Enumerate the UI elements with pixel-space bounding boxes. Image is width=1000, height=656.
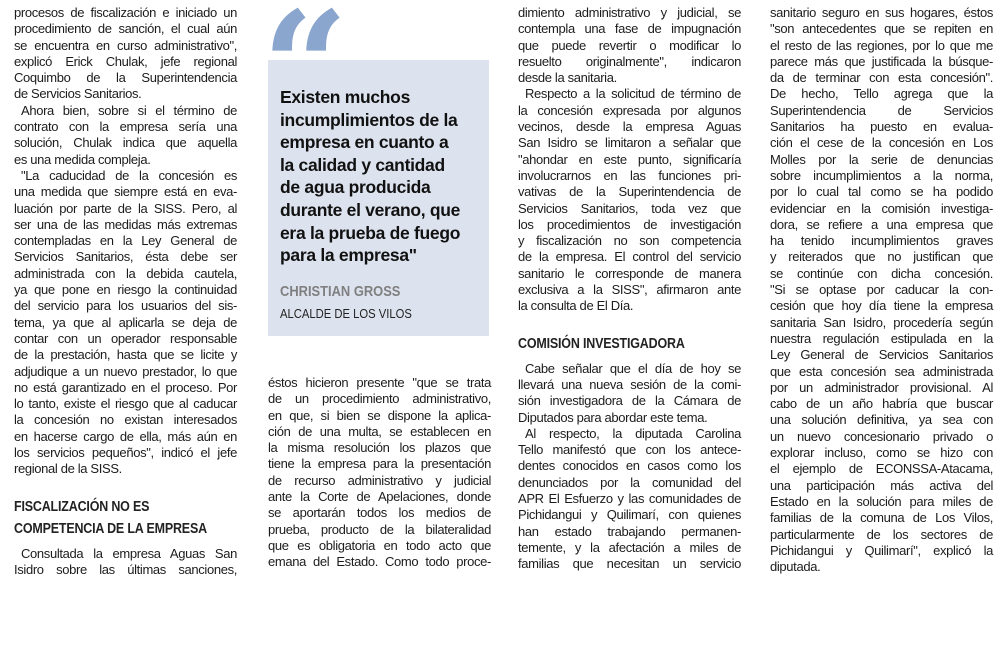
text-line: Servicios Sanitarios, ésta debe ser [14, 249, 237, 265]
text-line: Servicios Sanitarios, toda vez que [518, 200, 741, 216]
text-line: en hacerse cargo de ella, más aún en [14, 428, 237, 444]
text-line: solución, Chulak indica que aquella [14, 135, 237, 151]
text-line: por lo cual tal como se ha podido [770, 184, 993, 200]
text-line: Ahora bien, sobre si el término de [21, 102, 237, 118]
pull-quote-line: durante el verano, que [280, 199, 461, 220]
paragraph [518, 361, 741, 426]
text-line: de recurso administrativo y judicial [268, 472, 491, 488]
text-line: "Si se optase por caducar la con- [770, 282, 993, 298]
paragraph [268, 375, 491, 571]
text-line: en que, si bien se dispone la aplica- [268, 407, 491, 423]
text-line: parece más que justificada la búsque- [770, 53, 993, 69]
text-line: un nuevo concesionario privado o [770, 428, 993, 444]
pull-quote-author: CHRISTIAN GROSS [280, 283, 401, 300]
pull-quote-line: era la prueba de fuego [280, 222, 461, 243]
text-line: sanitario seguro en sus hogares, éstos [770, 5, 993, 20]
text-line: que puede revertir o modificar lo [518, 37, 741, 53]
text-line: emana del Estado. Como todo proce- [268, 554, 491, 570]
paragraph [770, 5, 993, 575]
text-line: ción el cese de la concesión en Los [770, 135, 993, 151]
text-line: el ejemplo de ECONSSA-Atacama, [770, 461, 993, 477]
text-line: y fiscalización no son competencia [518, 233, 741, 249]
text-line: contrato con la empresa sería una [14, 119, 237, 135]
text-line: Pichidangui y Quilimarí", explicó la [770, 542, 993, 558]
text-line: la concesión no existan interesados [14, 412, 237, 428]
pull-quote-line: para la empresa" [280, 245, 417, 266]
text-line: se encuentra en curso administrativo", [14, 37, 237, 53]
pull-quote-line: empresa en cuanto a [280, 132, 449, 153]
article-column-3 [518, 5, 741, 573]
section-heading-line: COMPETENCIA DE LA EMPRESA [14, 520, 207, 537]
section-heading-line: FISCALIZACIÓN NO ES [14, 498, 150, 515]
text-line: contar con un operador responsable [14, 330, 237, 346]
text-line: explorar incluso, como se hizo con [770, 445, 993, 461]
text-line: que esta concesión sea administrada [770, 363, 993, 379]
text-line: Al respecto, la diputada Carolina [525, 425, 741, 441]
text-line: Consultada la empresa Aguas San [21, 545, 237, 561]
text-line: dentes conocidos en casos como los [518, 458, 741, 474]
text-line: sanitaria San Isidro, procedería según [770, 314, 993, 330]
text-line: los procedimientos de investigación [518, 216, 741, 232]
text-line: involucrarnos en las funciones pri- [518, 167, 741, 183]
text-line: la concesión expresada por algunos [518, 102, 741, 118]
text-line: el resto de las regiones, por lo que me [770, 37, 993, 53]
text-line: vecinos, desde la empresa Aguas [518, 119, 741, 135]
pull-quote-line: incumplimientos de la [280, 109, 458, 130]
text-line: Tello manifestó que con los antece- [518, 442, 741, 458]
text-line: han estado trabajando permanen- [518, 523, 741, 539]
text-line: evidenciar en la comisión investiga- [770, 200, 993, 216]
paragraph [14, 168, 237, 478]
text-line: de un procedimiento administrativo, [268, 391, 491, 407]
text-line: luación por parte de la SISS. Pero, al [14, 200, 237, 216]
text-line: los servicios pequeños", indicó el jefe [14, 445, 237, 461]
text-line: Cabe señalar que el día de hoy se [525, 360, 741, 376]
text-line: Sanitarios ha puesto en evalua- [770, 119, 993, 135]
text-line: vativas de la Superintendencia de [518, 184, 741, 200]
article-column-2 [268, 375, 491, 571]
text-line: "La caducidad de la concesión es [21, 167, 237, 183]
text-line: Respecto a la solicitud de término de [525, 86, 741, 102]
text-line: resuelto originalmente", indicaron [518, 53, 741, 69]
paragraph [518, 426, 741, 573]
text-line: Coquimbo de la Superintendencia [14, 70, 237, 86]
text-line: la consulta de El Día. [518, 298, 634, 314]
article-column-1 [14, 5, 237, 578]
text-line: una solución definitiva, ya sea con [770, 412, 993, 428]
text-line: explicó Erick Chulak, jefe regional [14, 53, 237, 69]
paragraph [518, 5, 741, 86]
text-line: la misma resolución los plazos que [268, 440, 491, 456]
text-line: San Isidro se limitaron a señalar que [518, 135, 741, 151]
text-line: procesos de fiscalización e iniciado un [14, 5, 237, 20]
text-line: denunciados por la comunidad del [518, 474, 741, 490]
text-line: de Servicios Sanitarios. [14, 86, 142, 102]
text-line: por un administrador provisional. Al [770, 379, 993, 395]
text-line: particularmente de los sectores de [770, 526, 993, 542]
text-line: contempla una fase de impugnación [518, 21, 741, 37]
text-line: familias que necesitan un servicio [518, 556, 741, 572]
text-line: Pichidangui y Quilimarí, con quienes [518, 507, 741, 523]
pull-quote-text [280, 86, 485, 267]
section-heading [14, 496, 237, 540]
text-line: sanitario le corresponde de manera [518, 265, 741, 281]
text-line: Superintendencia de Servicios [770, 102, 993, 118]
text-line: cabo de un año habría que buscar [770, 396, 993, 412]
text-line: Diputados para abordar este tema. [518, 409, 708, 425]
text-line: Ley General de Servicios Sanitarios [770, 347, 993, 363]
text-line: de la prestación, hasta que se licite y [14, 347, 237, 363]
text-line: ya que pone en riesgo la continuidad [14, 282, 237, 298]
text-line: tiene la empresa para la presentación [268, 456, 491, 472]
pull-quote-author-role: ALCALDE DE LOS VILOS [280, 307, 412, 321]
text-line: no está garantizado en el proceso. Por [14, 379, 237, 395]
text-line: exclusiva a la SISS", afirmaron ante [518, 282, 741, 298]
pull-quote-line: Existen muchos [280, 87, 411, 107]
text-line: temente, y la afectación a miles de [518, 539, 741, 555]
text-line: ción de una multa, se establecen en [268, 423, 491, 439]
text-line: familias de la comuna de Los Vilos, [770, 510, 993, 526]
text-line: ser una de las medidas más extremas [14, 216, 237, 232]
paragraph [518, 86, 741, 314]
text-line: éstos hicieron presente "que se trata [268, 375, 491, 390]
quote-mark-icon [262, 0, 340, 72]
text-line: dora, se refiere a una empresa que [770, 216, 993, 232]
text-line: adjudique a un nuevo prestador, lo que [14, 363, 237, 379]
text-line: y reiterados que no justifican que [770, 249, 993, 265]
text-line: sión investigadora de la Cámara de [518, 393, 741, 409]
text-line: Isidro sobre las últimas sanciones, [14, 561, 237, 577]
text-line: del servicio para los usuarios del sis- [14, 298, 237, 314]
text-line: administrada con la debida cautela, [14, 265, 237, 281]
text-line: que es obligatoria en todo acto que [268, 537, 491, 553]
text-line: da de terminar con esta concesión". [770, 70, 993, 86]
text-line: una medida que siempre está en eva- [14, 184, 237, 200]
text-line: procedimiento de sanción, el cual aún [14, 21, 237, 37]
text-line: Molles por la serie de denuncias [770, 151, 993, 167]
text-line: diputada. [770, 559, 821, 575]
text-line: es una medida compleja. [14, 151, 151, 167]
text-line: desde la sanitaria. [518, 70, 617, 86]
text-line: nuestra regulación estipulada en la [770, 330, 993, 346]
paragraph [14, 546, 237, 579]
text-line: regional de la SISS. [14, 461, 122, 477]
text-line: Estado en la solución para miles de [770, 493, 993, 509]
text-line: lo tanto, existe el riesgo que al caducar [14, 396, 237, 412]
text-line: se continúe con dicha concesión. [770, 265, 993, 281]
paragraph [14, 103, 237, 168]
text-line: dimiento administrativo y judicial, se [518, 5, 741, 20]
section-heading [518, 333, 741, 355]
text-line: una participación más activa del [770, 477, 993, 493]
article-column-4 [770, 5, 993, 575]
text-line: prueba, producto de la bilateralidad [268, 521, 491, 537]
text-line: ha tenido incumplimientos graves [770, 233, 993, 249]
text-line: llevará una nueva sesión de la comi- [518, 376, 741, 392]
pull-quote-line: de agua producida [280, 177, 431, 198]
text-line: De hecho, Tello agrega que la [770, 86, 993, 102]
text-line: tema, ya que al aplicarla se deja de [14, 314, 237, 330]
pull-quote-line: la calidad y cantidad [280, 154, 445, 175]
paragraph [14, 5, 237, 103]
text-line: contempladas en la Ley General de [14, 233, 237, 249]
text-line: se aportarán todos los medios de [268, 505, 491, 521]
text-line: ante la Corte de Apelaciones, donde [268, 489, 491, 505]
text-line: de la empresa. El control del servicio [518, 249, 741, 265]
text-line: sobre incumplimientos a la norma, [770, 167, 993, 183]
section-heading-line: COMISIÓN INVESTIGADORA [518, 335, 685, 352]
text-line: APR El Esfuerzo y las comunidades de [518, 491, 741, 507]
text-line: "son antecedentes que se repiten en [770, 21, 993, 37]
text-line: cesión que hoy día tiene la empresa [770, 298, 993, 314]
text-line: "ahondar en este punto, significaría [518, 151, 741, 167]
